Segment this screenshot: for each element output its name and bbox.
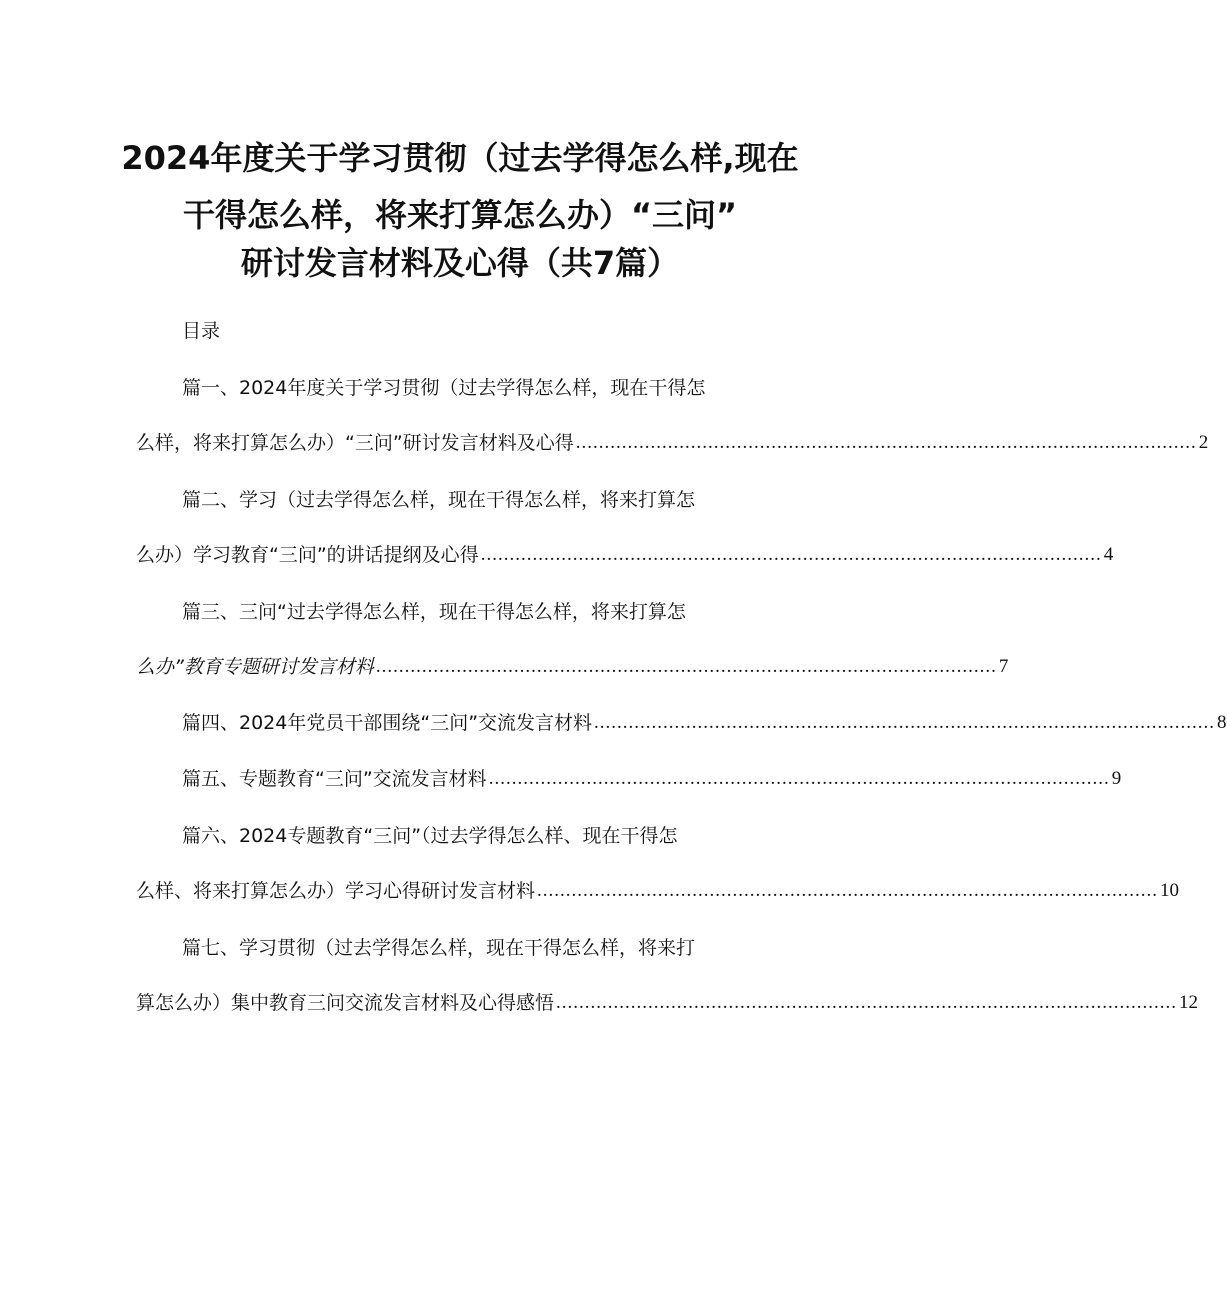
toc-entry-6-line-2[interactable]	[136, 878, 1180, 904]
toc-entry-4-text: 篇四、2024年党员干部围绕“三问”交流发言材料	[182, 712, 593, 734]
toc-entry-1-page: 2	[1198, 432, 1209, 453]
toc-entry-5-line-1[interactable]	[182, 766, 1122, 792]
toc-heading: 目录	[182, 320, 221, 342]
toc-entry-2-page: 4	[1103, 544, 1114, 565]
toc-entry-3-page: 7	[998, 656, 1009, 677]
toc-entry-1-line-1[interactable]: 篇一、2024年度关于学习贯彻（过去学得怎么样，现在干得怎	[182, 377, 706, 399]
toc-entry-3-text: 么办”教育专题研讨发言材料	[136, 656, 374, 678]
toc-entry-4-page: 8	[1217, 712, 1227, 733]
toc-entry-2-line-2[interactable]	[136, 542, 1114, 568]
document-title-line-1: 2024年度关于学习贯彻（过去学得怎么样,现在	[121, 139, 799, 177]
toc-entry-4-leader: ............................................................................................................	[594, 712, 1216, 733]
toc-entry-1-text: 么样，将来打算怎么办）“三问”研讨发言材料及心得	[136, 432, 574, 454]
toc-entry-6-line-1[interactable]: 篇六、2024专题教育“三问”（过去学得怎么样、现在干得怎	[182, 825, 678, 847]
toc-entry-6-text: 么样、将来打算怎么办）学习心得研讨发言材料	[136, 880, 536, 902]
toc-entry-5-page: 9	[1111, 768, 1122, 789]
toc-entry-4-line-1[interactable]	[182, 710, 1227, 736]
toc-entry-3-line-1[interactable]: 篇三、三问“过去学得怎么样，现在干得怎么样，将来打算怎	[182, 601, 686, 623]
toc-entry-7-leader: ............................................................................................................	[556, 992, 1178, 1013]
toc-entry-7-line-1[interactable]: 篇七、学习贯彻（过去学得怎么样，现在干得怎么样，将来打	[182, 937, 696, 959]
toc-entry-2-text: 么办）学习教育“三问”的讲话提纲及心得	[136, 544, 479, 566]
toc-entry-2-line-1[interactable]: 篇二、学习（过去学得怎么样，现在干得怎么样，将来打算怎	[182, 489, 696, 511]
document-title-line-2: 干得怎么样，将来打算怎么办）“三问”	[182, 196, 738, 234]
toc-entry-5-text: 篇五、专题教育“三问”交流发言材料	[182, 768, 487, 790]
toc-entry-7-text: 算怎么办）集中教育三问交流发言材料及心得感悟	[136, 992, 555, 1014]
toc-entry-6-leader: ............................................................................................................	[537, 880, 1159, 901]
document-title-line-3: 研讨发言材料及心得（共7篇）	[240, 244, 680, 282]
toc-entry-3-line-2[interactable]	[136, 654, 1009, 680]
toc-entry-1-leader: ............................................................................................................	[575, 432, 1197, 453]
toc-entry-6-page: 10	[1160, 880, 1180, 901]
toc-entry-5-leader: ............................................................................................................	[488, 768, 1110, 789]
toc-entry-1-line-2[interactable]	[136, 430, 1209, 456]
toc-entry-2-leader: ............................................................................................................	[480, 544, 1102, 565]
toc-entry-3-leader: ............................................................................................................	[375, 656, 997, 677]
toc-entry-7-page: 12	[1179, 992, 1199, 1013]
toc-entry-7-line-2[interactable]	[136, 990, 1199, 1016]
